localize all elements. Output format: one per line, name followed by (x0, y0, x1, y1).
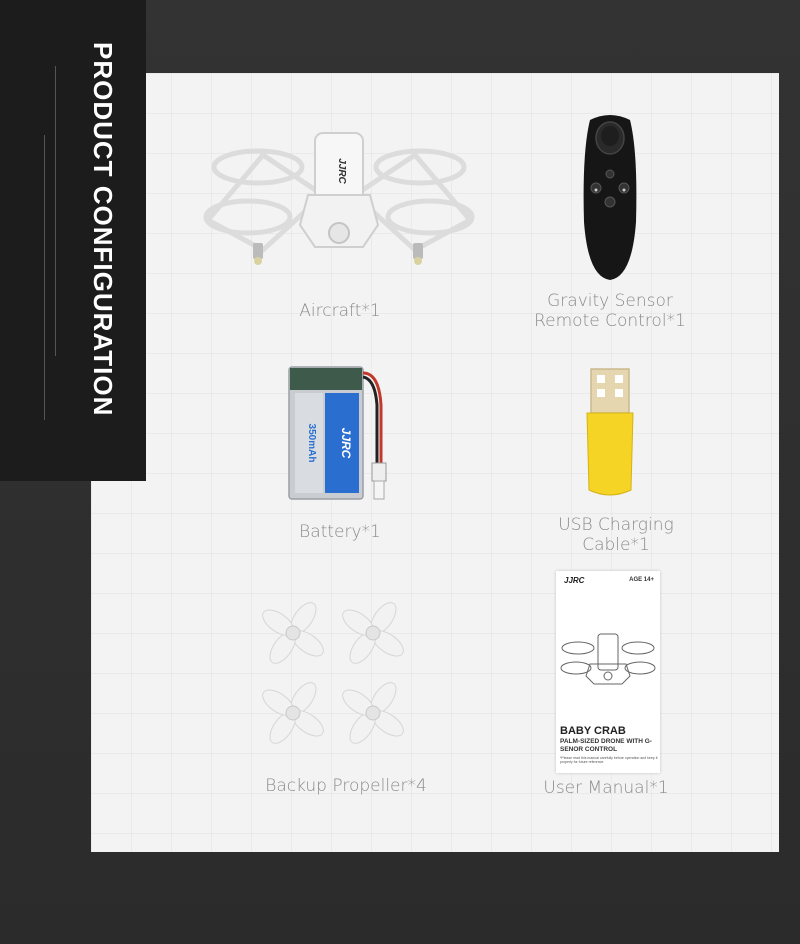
manual-subtitle: PALM-SIZED DRONE WITH G-SENOR CONTROL (560, 738, 652, 753)
aircraft-image (203, 125, 475, 270)
usb-charging-cable-label-line2: Cable*1 (582, 535, 650, 555)
svg-text:JJRC: JJRC (336, 158, 347, 184)
battery-image (287, 365, 397, 503)
usb-charging-cable-label (506, 515, 726, 555)
usb-charging-cable-image (585, 365, 635, 500)
side-title-block (0, 0, 146, 481)
user-manual-image (556, 571, 660, 773)
manual-brand: JJRC (564, 576, 585, 585)
side-decor-line (44, 135, 45, 420)
usb-charging-cable-label-line1: USB Charging (558, 515, 674, 535)
battery-label: Battery*1 (299, 522, 381, 542)
backup-propeller-label: Backup Propeller*4 (265, 776, 427, 796)
user-manual-label: User Manual*1 (543, 778, 669, 798)
remote-control-label-line2: Remote Control*1 (534, 311, 686, 331)
aircraft-label: Aircraft*1 (299, 301, 381, 321)
manual-age: AGE 14+ (629, 577, 654, 583)
backup-propellers-image (255, 595, 415, 755)
manual-title: BABY CRAB (560, 725, 626, 737)
manual-note: *Please read this manual carefully before operation and keep it properly for future reference. (560, 756, 658, 764)
remote-control-image (580, 112, 640, 282)
battery-brand: JJRC (339, 427, 353, 459)
side-decor-line (55, 66, 56, 356)
remote-control-label (500, 291, 720, 331)
remote-control-label-line1: Gravity Sensor (547, 291, 673, 311)
battery-capacity: 350mAh (306, 423, 317, 463)
section-title: PRODUCT CONFIGURATION (88, 42, 118, 417)
manual-drone-illustration (560, 626, 656, 686)
